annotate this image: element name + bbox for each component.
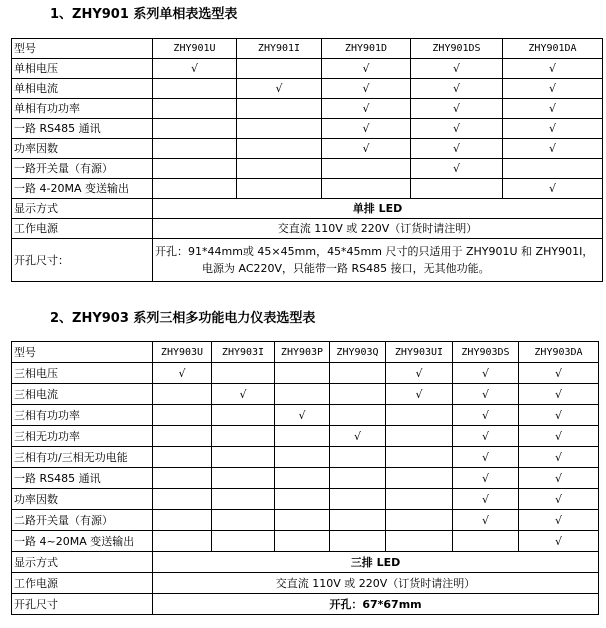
model-column-header: ZHY903U <box>153 342 212 363</box>
model-column-header: ZHY901DA <box>503 39 603 59</box>
feature-row <box>12 489 599 510</box>
empty-cell <box>330 510 386 531</box>
check-mark: √ <box>519 489 599 510</box>
zhy903-selection-table <box>11 341 599 615</box>
feature-label: 三相无功功率 <box>12 426 153 447</box>
model-column-header: ZHY901D <box>322 39 411 59</box>
empty-cell <box>212 405 275 426</box>
feature-label: 一路 4~20MA 变送输出 <box>12 531 153 552</box>
empty-cell <box>153 426 212 447</box>
cutout-note-line1: 开孔：91*44mm或 45×45mm，45*45mm 尺寸的只适用于 ZHY901U 和 ZHY901I， <box>155 245 594 258</box>
empty-cell <box>237 99 322 119</box>
display-mode-row <box>12 552 599 573</box>
cutout-label: 开孔尺寸： <box>12 239 153 282</box>
empty-cell <box>386 405 453 426</box>
check-mark: √ <box>386 363 453 384</box>
empty-cell <box>237 139 322 159</box>
power-supply-row <box>12 573 599 594</box>
empty-cell <box>153 159 237 179</box>
check-mark: √ <box>519 468 599 489</box>
feature-row <box>12 363 599 384</box>
model-column-header: ZHY903UI <box>386 342 453 363</box>
check-mark: √ <box>153 59 237 79</box>
empty-cell <box>153 79 237 99</box>
empty-cell <box>330 363 386 384</box>
feature-label: 一路 RS485 通讯 <box>12 468 153 489</box>
check-mark: √ <box>322 79 411 99</box>
check-mark: √ <box>453 405 519 426</box>
check-mark: √ <box>453 384 519 405</box>
empty-cell <box>275 468 330 489</box>
check-mark: √ <box>322 59 411 79</box>
empty-cell <box>153 179 237 199</box>
empty-cell <box>411 179 503 199</box>
feature-row <box>12 510 599 531</box>
check-mark: √ <box>322 119 411 139</box>
check-mark: √ <box>453 426 519 447</box>
check-mark: √ <box>453 510 519 531</box>
feature-label: 一路开关量（有源） <box>12 159 153 179</box>
feature-row <box>12 426 599 447</box>
cutout-value: 开孔：67*67mm <box>153 594 599 615</box>
check-mark: √ <box>322 139 411 159</box>
feature-label: 三相电压 <box>12 363 153 384</box>
zhy901-selection-table <box>11 38 603 282</box>
check-mark: √ <box>519 510 599 531</box>
display-mode-label: 显示方式 <box>12 199 153 219</box>
header-row <box>12 342 599 363</box>
empty-cell <box>153 99 237 119</box>
feature-row <box>12 531 599 552</box>
feature-label: 功率因数 <box>12 489 153 510</box>
feature-label: 一路 RS485 通讯 <box>12 119 153 139</box>
empty-cell <box>275 426 330 447</box>
feature-label: 三相有功功率 <box>12 405 153 426</box>
check-mark: √ <box>411 119 503 139</box>
empty-cell <box>386 468 453 489</box>
empty-cell <box>330 405 386 426</box>
empty-cell <box>153 405 212 426</box>
check-mark: √ <box>503 79 603 99</box>
model-column-header: ZHY901DS <box>411 39 503 59</box>
empty-cell <box>237 179 322 199</box>
check-mark: √ <box>519 405 599 426</box>
power-supply-label: 工作电源 <box>12 219 153 239</box>
empty-cell <box>386 531 453 552</box>
feature-label: 三相电流 <box>12 384 153 405</box>
feature-row <box>12 59 603 79</box>
header-row <box>12 39 603 59</box>
empty-cell <box>237 159 322 179</box>
cutout-note-line2: 电源为 AC220V，只能带一路 RS485 接口，无其他功能。 <box>202 262 490 275</box>
check-mark: √ <box>503 139 603 159</box>
check-mark: √ <box>519 363 599 384</box>
empty-cell <box>153 139 237 159</box>
power-supply-value: 交直流 110V 或 220V（订货时请注明） <box>153 219 603 239</box>
empty-cell <box>322 179 411 199</box>
feature-row <box>12 405 599 426</box>
display-mode-value: 三排 LED <box>153 552 599 573</box>
empty-cell <box>153 119 237 139</box>
feature-label: 单相有功功率 <box>12 99 153 119</box>
empty-cell <box>330 489 386 510</box>
check-mark: √ <box>237 79 322 99</box>
check-mark: √ <box>519 531 599 552</box>
empty-cell <box>212 510 275 531</box>
check-mark: √ <box>519 426 599 447</box>
display-mode-row <box>12 199 603 219</box>
empty-cell <box>386 426 453 447</box>
model-column-header: ZHY903P <box>275 342 330 363</box>
check-mark: √ <box>411 159 503 179</box>
empty-cell <box>275 384 330 405</box>
check-mark: √ <box>411 59 503 79</box>
feature-label: 一路 4-20MA 变送输出 <box>12 179 153 199</box>
check-mark: √ <box>503 99 603 119</box>
power-supply-label: 工作电源 <box>12 573 153 594</box>
empty-cell <box>275 447 330 468</box>
empty-cell <box>330 384 386 405</box>
feature-row <box>12 159 603 179</box>
empty-cell <box>275 489 330 510</box>
check-mark: √ <box>453 447 519 468</box>
cutout-row <box>12 239 603 282</box>
check-mark: √ <box>322 99 411 119</box>
display-mode-value: 单排 LED <box>153 199 603 219</box>
check-mark: √ <box>519 447 599 468</box>
feature-label: 单相电压 <box>12 59 153 79</box>
empty-cell <box>386 510 453 531</box>
section1-title: 1、ZHY901 系列单相表选型表 <box>50 7 238 22</box>
empty-cell <box>153 489 212 510</box>
empty-cell <box>330 531 386 552</box>
check-mark: √ <box>453 489 519 510</box>
feature-row <box>12 447 599 468</box>
empty-cell <box>212 489 275 510</box>
feature-label: 功率因数 <box>12 139 153 159</box>
check-mark: √ <box>212 384 275 405</box>
feature-label: 三相有功/三相无功电能 <box>12 447 153 468</box>
empty-cell <box>330 447 386 468</box>
empty-cell <box>386 489 453 510</box>
empty-cell <box>153 384 212 405</box>
check-mark: √ <box>503 179 603 199</box>
empty-cell <box>503 159 603 179</box>
empty-cell <box>453 531 519 552</box>
model-column-header: ZHY903I <box>212 342 275 363</box>
empty-cell <box>275 363 330 384</box>
model-column-header: ZHY901I <box>237 39 322 59</box>
empty-cell <box>212 363 275 384</box>
cutout-row <box>12 594 599 615</box>
empty-cell <box>153 468 212 489</box>
check-mark: √ <box>453 468 519 489</box>
empty-cell <box>153 531 212 552</box>
feature-row <box>12 179 603 199</box>
check-mark: √ <box>411 99 503 119</box>
check-mark: √ <box>411 79 503 99</box>
empty-cell <box>275 510 330 531</box>
check-mark: √ <box>503 59 603 79</box>
cutout-note <box>153 239 603 282</box>
power-supply-row <box>12 219 603 239</box>
model-column-header: ZHY903Q <box>330 342 386 363</box>
feature-row <box>12 79 603 99</box>
empty-cell <box>212 447 275 468</box>
model-column-header: ZHY903DS <box>453 342 519 363</box>
feature-label: 二路开关量（有源） <box>12 510 153 531</box>
empty-cell <box>237 59 322 79</box>
model-header: 型号 <box>12 39 153 59</box>
check-mark: √ <box>453 363 519 384</box>
cutout-label: 开孔尺寸 <box>12 594 153 615</box>
check-mark: √ <box>519 384 599 405</box>
empty-cell <box>212 531 275 552</box>
model-column-header: ZHY901U <box>153 39 237 59</box>
empty-cell <box>212 468 275 489</box>
feature-label: 单相电流 <box>12 79 153 99</box>
empty-cell <box>330 468 386 489</box>
empty-cell <box>237 119 322 139</box>
check-mark: √ <box>503 119 603 139</box>
feature-row <box>12 139 603 159</box>
check-mark: √ <box>330 426 386 447</box>
empty-cell <box>275 531 330 552</box>
model-column-header: ZHY903DA <box>519 342 599 363</box>
model-header: 型号 <box>12 342 153 363</box>
section2-title: 2、ZHY903 系列三相多功能电力仪表选型表 <box>50 311 316 326</box>
empty-cell <box>212 426 275 447</box>
check-mark: √ <box>153 363 212 384</box>
feature-row <box>12 468 599 489</box>
empty-cell <box>386 447 453 468</box>
power-supply-value: 交直流 110V 或 220V（订货时请注明） <box>153 573 599 594</box>
empty-cell <box>322 159 411 179</box>
feature-row <box>12 384 599 405</box>
check-mark: √ <box>275 405 330 426</box>
empty-cell <box>153 447 212 468</box>
check-mark: √ <box>411 139 503 159</box>
display-mode-label: 显示方式 <box>12 552 153 573</box>
empty-cell <box>153 510 212 531</box>
feature-row <box>12 99 603 119</box>
check-mark: √ <box>386 384 453 405</box>
feature-row <box>12 119 603 139</box>
